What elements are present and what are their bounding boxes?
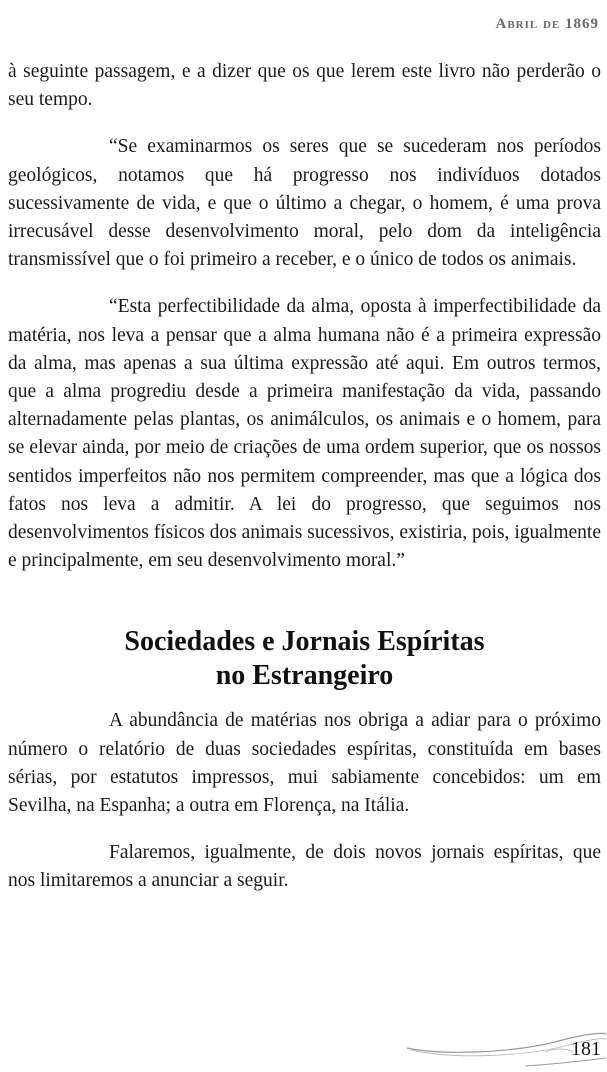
section-title-line-2: no Estrangeiro [215, 660, 394, 692]
quote-paragraph-1: “Se examinarmos os seres que se sucederam nos períodos geológicos, notamos que há progresso nos indivíduos dotados sucessivamente de vida, e que o último a chegar, o homem, é uma prova irrecusável desse desenvolvimento moral, pelo dom da inteligência transmissível que o foi primeiro a receber, e o único de todos os animais. [8, 136, 601, 271]
section-title-line-1: Sociedades e Jornais Espíritas [124, 626, 485, 658]
page-body [8, 58, 601, 896]
title-spacer [8, 693, 601, 707]
paragraph-societies: A abundância de matérias nos obriga a adiar para o próximo número o relatório de duas sociedades espíritas, constituída em bases sérias, por estatutos impressos, mui sabiamente concebidos: um em Sevilha, na Espanha; a outra em Florença, na Itália. [8, 710, 601, 817]
paragraph-spacer [8, 274, 601, 293]
quote-paragraph-2: “Esta perfectibilidade da alma, oposta à imperfectibilidade da matéria, nos leva a pensar que a alma humana não é a primeira expressão da alma, mas apenas a sua última expressão até aqui. Em outros termos, que a alma progrediu desde a primeira manifestação da vida, passando alternadamente pelas plantas, os animálculos, os animais e o homem, para se elevar ainda, por meio de criações de uma ordem superior, que os nossos sentidos imperfeitos não nos permitem compreender, mas que a lógica dos fatos nos leva a admitir. A lei do progresso, que seguimos nos desenvolvimentos físicos dos animais sucessivos, existiria, pois, igualmente e principalmente, em seu desenvolvimento moral.” [8, 296, 601, 572]
page-footer [405, 1022, 607, 1072]
paragraph-spacer [8, 820, 601, 839]
page-number: 181 [571, 1038, 601, 1060]
section-title [8, 625, 601, 693]
paragraph-spacer [8, 114, 601, 133]
paragraph-continuation: à seguinte passagem, e a dizer que os que lerem este livro não perderão o seu tempo. [8, 61, 601, 111]
paragraph-journals: Falaremos, igualmente, de dois novos jornais espíritas, que nos limitaremos a anunciar a seguir. [8, 842, 601, 892]
section-spacer [8, 575, 601, 625]
running-header: Abril de 1869 [495, 16, 599, 32]
